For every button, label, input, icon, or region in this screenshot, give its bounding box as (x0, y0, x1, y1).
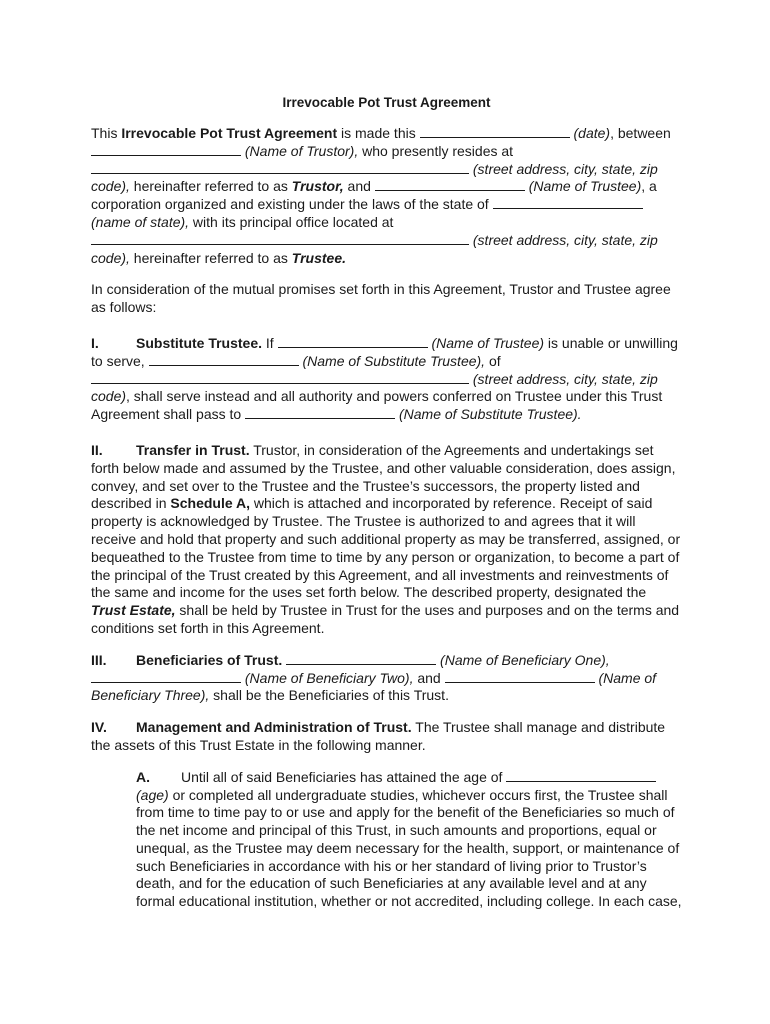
substitute-address-hint: (street address, city, state, zip code) (91, 370, 658, 405)
subsection-label: A. (136, 768, 150, 785)
consideration-paragraph: In consideration of the mutual promises set forth in this Agreement, Trustor and Trustee agree as follows: (91, 281, 671, 316)
section-number: III. (91, 651, 107, 668)
beneficiary-one-hint: (Name of Beneficiary One), (436, 651, 610, 668)
beneficiary-one-blank[interactable] (286, 652, 436, 665)
section-heading: Substitute Trustee. (136, 334, 263, 351)
date-blank[interactable] (420, 125, 570, 138)
section-number: II. (91, 441, 103, 458)
text: hereinafter referred to as (129, 249, 292, 266)
section-heading: Beneficiaries of Trust. (136, 651, 283, 668)
document-title: Irrevocable Pot Trust Agreement (282, 95, 491, 110)
text: , shall serve instead and all authority and powers conferred on Trustee under this Trust Agreement shall pass to (91, 388, 663, 423)
text: and (413, 669, 445, 686)
trustor-name-hint: (Name of Trustor), (241, 142, 359, 159)
text: If (262, 334, 278, 351)
section-heading: Transfer in Trust. (136, 441, 250, 458)
text: is made this (337, 125, 420, 141)
section-number: IV. (91, 719, 107, 736)
section-transfer-in-trust (91, 442, 682, 638)
text: which is attached and incorporated by reference. Receipt of said property is acknowledged by Trustee. The Trustee is authorized to and agrees that it will receive and hold that property and such additional property as may be transferred, assigned, or bequeathed to the Trustee from time to time by any person or organization, to become a part of the principal of the Trust created by this Agreement, and all investments and reinvestments of the same and income for the uses set forth below. The described property, designated the (91, 495, 681, 601)
beneficiary-three-blank[interactable] (445, 670, 595, 683)
trustee-term: Trustee. (291, 249, 347, 266)
state-hint: (name of state), (91, 213, 190, 230)
text: and (343, 178, 375, 195)
text: hereinafter referred to as (129, 178, 292, 195)
age-hint: (age) (136, 786, 169, 803)
section-substitute-trustee (91, 335, 682, 424)
text: who presently resides at (358, 142, 514, 159)
beneficiary-two-blank[interactable] (91, 670, 241, 683)
trustor-address-blank[interactable] (91, 161, 469, 174)
trustee-name-blank[interactable] (375, 178, 525, 191)
state-blank[interactable] (493, 196, 643, 209)
beneficiary-three-hint: (Name of Beneficiary Three), (91, 669, 657, 704)
substitute-trustee-blank-2[interactable] (245, 406, 395, 419)
text: This (91, 125, 122, 141)
subsection-a (136, 769, 682, 911)
trustee-address-hint: (street address, city, state, zip code), (91, 231, 658, 266)
substitute-trustee-blank[interactable] (149, 353, 299, 366)
trustor-name-blank[interactable] (91, 143, 241, 156)
schedule-reference: Schedule A, (170, 495, 251, 512)
section-heading: Management and Administration of Trust. (136, 719, 412, 736)
trustee-name-blank[interactable] (278, 335, 428, 348)
text: Until all of said Beneficiaries has attained the age of (181, 768, 507, 785)
intro-paragraph (91, 125, 682, 267)
trust-estate-term: Trust Estate, (91, 602, 176, 619)
text: The Trustee shall manage and distribute the assets of this Trust Estate in the following manner. (91, 719, 666, 753)
text: with its principal office located at (189, 213, 394, 230)
section-beneficiaries (91, 652, 682, 705)
substitute-trustee-hint: (Name of Substitute Trustee). (395, 406, 582, 423)
text: is unable or unwilling to serve, (91, 334, 678, 369)
trustor-address-hint: (street address, city, state, zip code), (91, 160, 658, 195)
beneficiary-two-hint: (Name of Beneficiary Two), (241, 669, 414, 686)
text: , between (610, 125, 671, 141)
text: or completed all undergraduate studies, whichever occurs first, the Trustee shall from time to time pay to or use and apply for the benefit of the Beneficiaries so much of the net income and principal of this Trust, in such amounts and proportions, equal or unequal, as the Trustee may deem necessary for the health, support, or maintenance of such Beneficiaries in accordance with his or her standard of living prior to Trustor’s death, and for the education of such Beneficiaries at any available level and at any formal educational institution, whether or not accredited, including college. In each case, (136, 786, 682, 910)
substitute-trustee-hint: (Name of Substitute Trustee), (298, 352, 486, 369)
trustee-name-hint: (Name of Trustee) (524, 178, 642, 195)
text: Trustor, in consideration of the Agreements and undertakings set forth below made and assumed by the Trustee, and other valuable consideration, does assign, convey, and set over to the Trustee and the Trustee’s successors, the property listed and described in (91, 441, 676, 512)
text: , a corporation organized and existing under the laws of the state of (91, 178, 657, 213)
section-number: I. (91, 334, 99, 351)
trustee-address-blank[interactable] (91, 232, 469, 245)
text: shall be held by Trustee in Trust for the uses and purposes and on the terms and conditions set forth in this Agreement. (91, 602, 680, 636)
text: of (485, 352, 501, 369)
substitute-address-blank[interactable] (91, 371, 469, 384)
trustor-term: Trustor, (291, 178, 344, 195)
section-management (91, 719, 682, 755)
age-blank[interactable] (506, 769, 656, 782)
text: shall be the Beneficiaries of this Trust. (209, 687, 449, 704)
date-hint: (date) (569, 125, 611, 141)
agreement-name: Irrevocable Pot Trust Agreement (121, 125, 338, 141)
trustee-name-hint: (Name of Trustee) (427, 334, 545, 351)
